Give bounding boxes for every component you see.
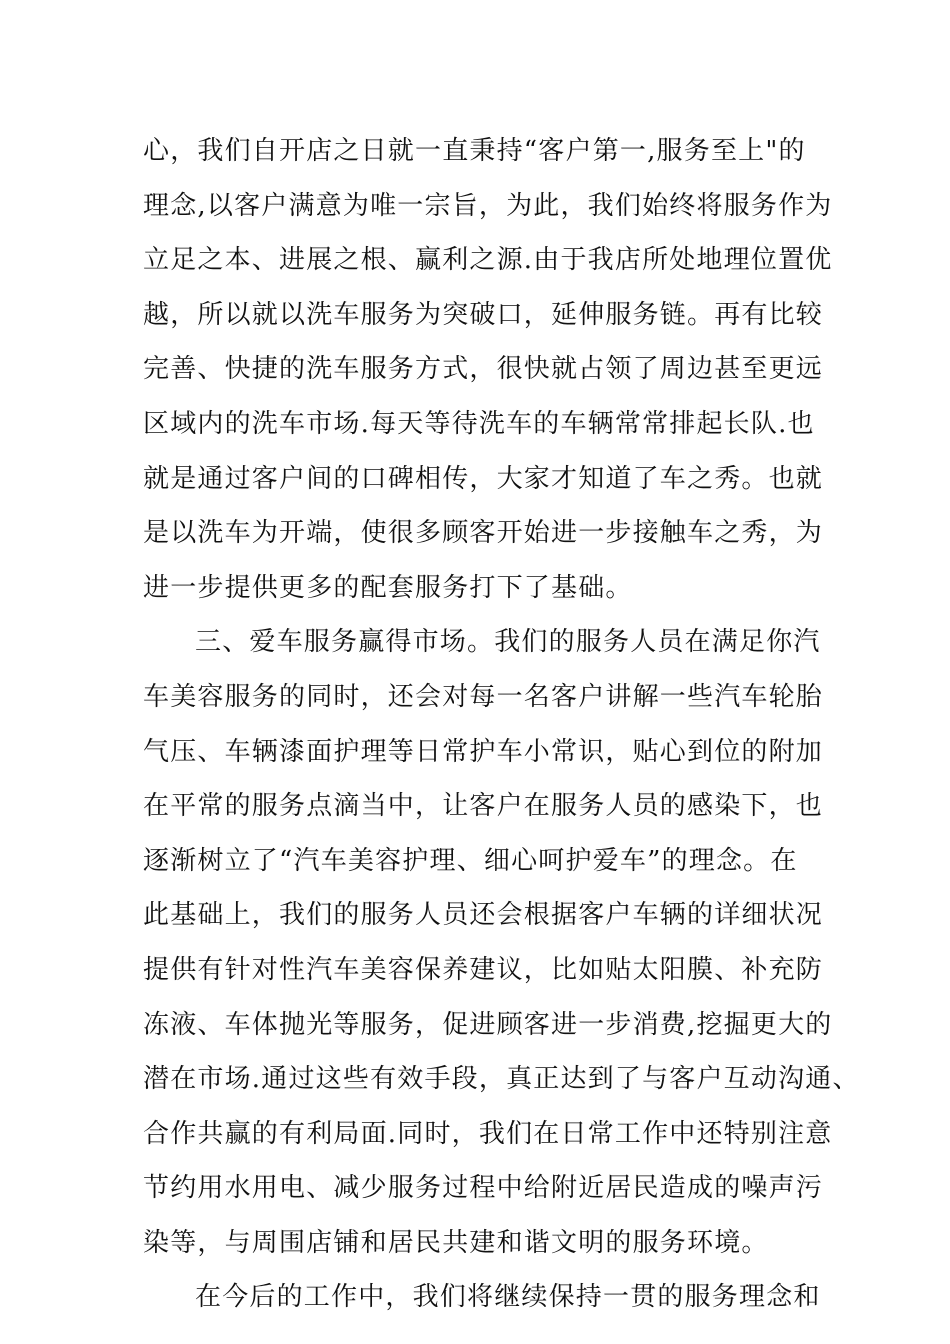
text-line: 立足之本、进展之根、赢利之源.由于我店所处地理位置优 [143, 245, 833, 276]
text-line: 节约用水用电、减少服务过程中给附近居民造成的噪声污 [143, 1173, 824, 1204]
text-line: 提供有针对性汽车美容保养建议，比如贴太阳膜、补充防 [143, 954, 824, 985]
text-line: 是以洗车为开端，使很多顾客开始进一步接触车之秀，为 [143, 518, 824, 549]
text-line: 此基础上，我们的服务人员还会根据客户车辆的详细状况 [143, 900, 824, 931]
text-line: 染等，与周围店铺和居民共建和谐文明的服务环境。 [143, 1227, 769, 1258]
text-line: 进一步提供更多的配套服务打下了基础。 [143, 572, 633, 603]
text-line: 冻液、车体抛光等服务，促进顾客进一步消费,挖掘更大的 [143, 1009, 833, 1040]
text-line: 车美容服务的同时，还会对每一名客户讲解一些汽车轮胎 [143, 681, 824, 712]
text-line: 理念,以客户满意为唯一宗旨，为此，我们始终将服务作为 [143, 190, 833, 221]
text-line: 越，所以就以洗车服务为突破口，延伸服务链。再有比较 [143, 299, 824, 330]
text-line: 合作共赢的有利局面.同时，我们在日常工作中还特别注意 [143, 1118, 833, 1149]
text-line: 潜在市场.通过这些有效手段，真正达到了与客户互动沟通、 [143, 1064, 860, 1095]
paragraph-start-line: 三、爱车服务赢得市场。我们的服务人员在满足你汽 [195, 627, 821, 658]
text-line: 气压、车辆漆面护理等日常护车小常识，贴心到位的附加 [143, 736, 824, 767]
paragraph-start-line: 在今后的工作中，我们将继续保持一贯的服务理念和 [195, 1282, 821, 1313]
text-line: 完善、快捷的洗车服务方式，很快就占领了周边甚至更远 [143, 354, 824, 385]
text-line: 逐渐树立了“汽车美容护理、细心呵护爱车”的理念。在 [143, 845, 798, 876]
text-line: 就是通过客户间的口碑相传，大家才知道了车之秀。也就 [143, 463, 824, 494]
text-line: 心，我们自开店之日就一直秉持“客户第一,服务至上"的 [143, 136, 806, 166]
text-line: 在平常的服务点滴当中，让客户在服务人员的感染下，也 [143, 791, 824, 822]
text-line: 区域内的洗车市场.每天等待洗车的车辆常常排起长队.也 [143, 408, 815, 439]
body-text [143, 124, 860, 1325]
